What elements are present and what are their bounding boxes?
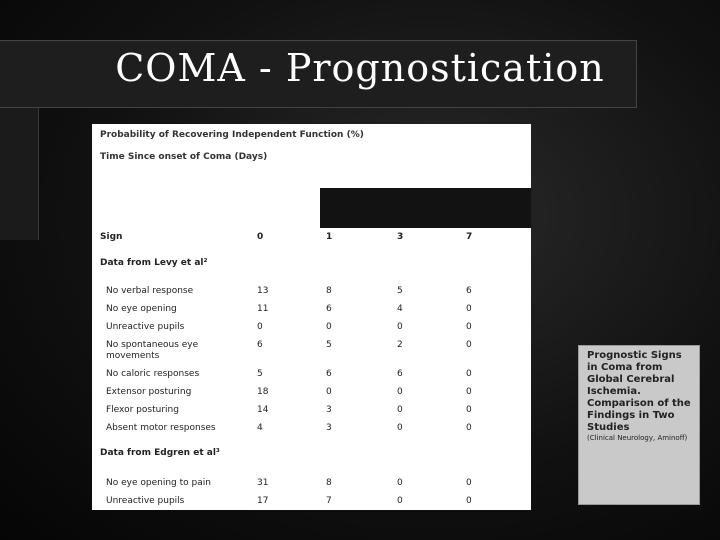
row-day0: 14 xyxy=(257,405,269,415)
section-levy: Data from Levy et al² xyxy=(100,258,208,268)
row-sign: Unreactive pupils xyxy=(106,496,185,506)
table-header-title: Probability of Recovering Independent Function (%) xyxy=(100,130,364,140)
row-day7: 0 xyxy=(466,405,472,415)
row-day3: 0 xyxy=(397,423,403,433)
row-day3: 0 xyxy=(397,405,403,415)
row-day1: 6 xyxy=(326,369,332,379)
row-sign: Flexor posturing xyxy=(106,405,179,415)
table-header-time: Time Since onset of Coma (Days) xyxy=(100,152,268,162)
row-day0: 5 xyxy=(257,369,263,379)
row-day3: 2 xyxy=(397,340,403,350)
col-label-day0: 0 xyxy=(257,232,264,242)
row-day3: 5 xyxy=(397,286,403,296)
row-sign: No eye opening to pain xyxy=(106,478,211,488)
row-day1: 0 xyxy=(326,387,332,397)
row-day1: 8 xyxy=(326,478,332,488)
prognosis-table xyxy=(92,124,531,510)
row-day0: 0 xyxy=(257,322,263,332)
row-sign: No verbal response xyxy=(106,286,194,296)
row-day3: 0 xyxy=(397,322,403,332)
row-day7: 0 xyxy=(466,423,472,433)
row-day3: 0 xyxy=(397,387,403,397)
row-day1: 6 xyxy=(326,304,332,314)
caption-source: (Clinical Neurology, Aminoff) xyxy=(587,434,688,442)
caption-title: Prognostic Signs in Coma from Global Cerebral Ischemia. Comparison of the Findings in Two Studies xyxy=(587,350,691,433)
row-day0: 18 xyxy=(257,387,269,397)
row-day0: 4 xyxy=(257,423,263,433)
row-sign: Extensor posturing xyxy=(106,387,192,397)
slide-title: COMA - Prognostication xyxy=(115,46,605,90)
row-day0: 31 xyxy=(257,478,269,488)
row-day7: 0 xyxy=(466,387,472,397)
col-label-day7: 7 xyxy=(466,232,473,242)
row-day7: 0 xyxy=(466,496,472,506)
row-day7: 0 xyxy=(466,340,472,350)
row-sign: No eye opening xyxy=(106,304,177,314)
row-day1: 0 xyxy=(326,322,332,332)
row-sign: Unreactive pupils xyxy=(106,322,185,332)
row-day0: 6 xyxy=(257,340,263,350)
row-sign: No spontaneous eye movements xyxy=(106,340,199,361)
row-day1: 8 xyxy=(326,286,332,296)
row-day7: 0 xyxy=(466,369,472,379)
row-day3: 0 xyxy=(397,496,403,506)
row-day3: 4 xyxy=(397,304,403,314)
caption-box xyxy=(578,345,700,505)
row-day0: 17 xyxy=(257,496,269,506)
row-sign: Absent motor responses xyxy=(106,423,216,433)
row-day3: 6 xyxy=(397,369,403,379)
row-day0: 11 xyxy=(257,304,269,314)
row-day1: 7 xyxy=(326,496,332,506)
row-day7: 0 xyxy=(466,478,472,488)
table-dark-band xyxy=(320,188,531,228)
row-day7: 6 xyxy=(466,286,472,296)
col-label-sign: Sign xyxy=(100,232,123,242)
row-day7: 0 xyxy=(466,322,472,332)
section-edgren: Data from Edgren et al³ xyxy=(100,448,220,458)
row-day0: 13 xyxy=(257,286,269,296)
row-sign: No caloric responses xyxy=(106,369,200,379)
col-label-day3: 3 xyxy=(397,232,404,242)
row-day3: 0 xyxy=(397,478,403,488)
row-day1: 3 xyxy=(326,423,332,433)
row-day7: 0 xyxy=(466,304,472,314)
col-label-day1: 1 xyxy=(326,232,333,242)
row-day1: 5 xyxy=(326,340,332,350)
row-day1: 3 xyxy=(326,405,332,415)
